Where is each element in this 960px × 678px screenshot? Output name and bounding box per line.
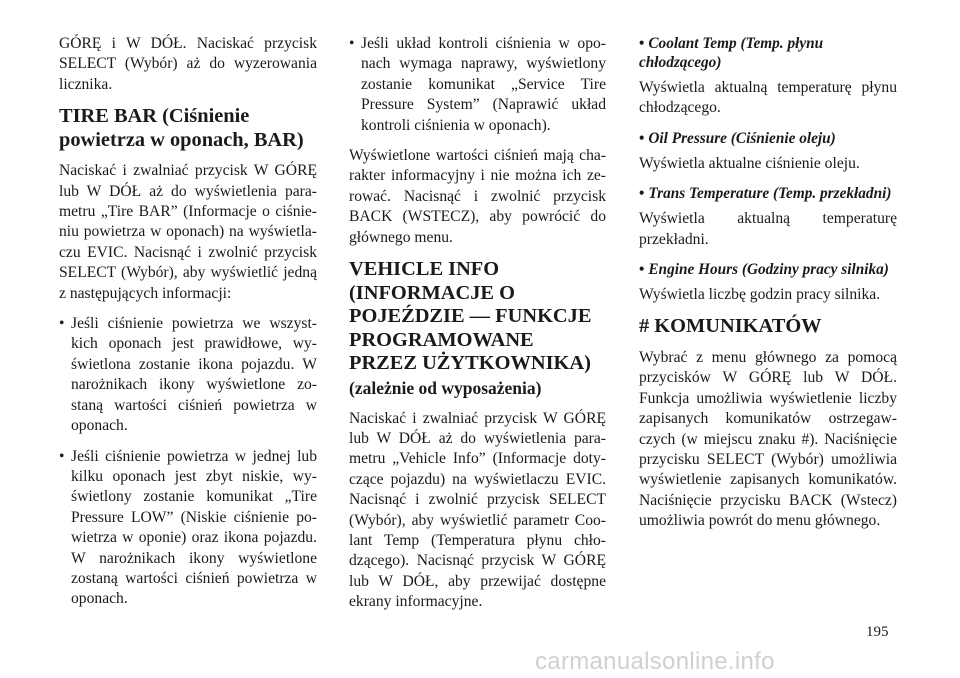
coolant-temp-text: Wyświetla aktualną temperaturę płynu chłodzącego. [639, 79, 897, 117]
tire-bar-list [59, 314, 317, 610]
page-number: 195 [866, 624, 889, 640]
list-item: • Jeśli ciśnienie powietrza we wszyst-kich oponach jest prawidłowe, wy-świetlona zostanie ikona pojazdu. W narożnikach ikony wyświetlone zo-staną wartości ciśnień powietrza w oponach. [59, 314, 317, 436]
intro-paragraph: GÓRĘ i W DÓŁ. Naciskać przycisk SELECT (Wybór) aż do wyzerowania licznika. [59, 35, 317, 93]
engine-hours-text: Wyświetla liczbę godzin pracy silnika. [639, 286, 881, 304]
bullet: • [639, 129, 645, 147]
pressure-note-paragraph: Wyświetlone wartości ciśnień mają cha-rakter informacyjny i nie można ich ze-rować. Nacisnąć i zwolnić przycisk BACK (WSTECZ), aby powrócić do głównego menu. [349, 147, 606, 246]
bullet: • [639, 35, 645, 52]
coolant-temp-label: • Coolant Temp (Temp. płynu chłodzącego) [639, 35, 824, 71]
tire-bar-list-continued [349, 34, 606, 136]
vehicle-info-title: VEHICLE INFO (INFORMACJE O POJEŹDZIE — FUNKCJE PROGRAMOWANE PRZEZ UŻYTKOWNIKA) [349, 258, 592, 375]
column-left [59, 34, 317, 620]
vehicle-info-body: Naciskać i zwalniać przycisk W GÓRĘ lub W DÓŁ aż do wyświetlenia para-metru „Vehicle Info” (Informacje doty-czące pojazdu) na wyświetlaczu EVIC. Nacisnąć i zwolnić przycisk SELECT (Wybór), aby wyświetlić parametr Coo-lant Temp (Temperatura płynu chło-dzącego). Nacisnąć przycisk W GÓRĘ lub W DÓŁ, aby przewijać dostępne ekrany informacyjne. [349, 409, 606, 611]
oil-pressure-text: Wyświetla aktualne ciśnienie oleju. [639, 154, 860, 172]
vehicle-info-subheading: (zależnie od wyposażenia) [349, 377, 542, 398]
watermark: carmanualsonline.info [535, 648, 775, 675]
trans-temp-text: Wyświetla aktualną temperaturę przekładni. [639, 210, 897, 248]
bullet: • [639, 261, 645, 279]
list-item: • Jeśli ciśnienie powietrza w jednej lub kilku oponach jest zbyt niskie, wy-świetlony zostanie komunikat „Tire Pressure LOW” (Niskie ciśnienie po-wietrza w oponie) oraz ikona pojazdu. W narożnikach ikony wyświetlone zostaną wartości ciśnień powietrza w oponach. [59, 447, 317, 610]
column-middle [349, 34, 606, 623]
tire-bar-heading: TIRE BAR (Ciśnienie powietrza w oponach, BAR) [59, 105, 304, 151]
bullet: • [639, 185, 645, 203]
messages-heading: # KOMUNIKATÓW [639, 315, 822, 338]
column-right [639, 34, 897, 542]
messages-body: Wybrać z menu głównego za pomocą przycisków W GÓRĘ lub W DÓŁ. Funkcja umożliwia wyświetlenie liczby zapisanych komunikatów ostrzegaw-czych (w miejscu znaku #). Naciśnięcie przycisku SELECT (Wybór) umożliwia wyświetlenie zapisanych komunikatów. Naciśnięcie przycisku BACK (Wstecz) umożliwia powrót do menu głównego. [639, 348, 897, 530]
tire-bar-body: Naciskać i zwalniać przycisk W GÓRĘ lub W DÓŁ aż do wyświetlenia para-metru „Tire BAR” (Informacje o ciśnie-niu powietrza w oponach) na wyświetla-czu EVIC. Nacisnąć i zwolnić przycisk SELECT (Wybór), aby wyświetlić jedną z następujących informacji: [59, 162, 317, 302]
vehicle-info-heading [349, 258, 606, 400]
engine-hours-label: • Engine Hours (Godziny pracy silnika) [639, 261, 889, 279]
trans-temp-label: • Trans Temperature (Temp. przekładni) [639, 185, 892, 203]
list-item: • Jeśli układ kontroli ciśnienia w opo-nach wymaga naprawy, wyświetlony zostanie komunikat „Service Tire Pressure System” (Naprawić układ kontroli ciśnienia w oponach). [349, 34, 606, 136]
oil-pressure-label: • Oil Pressure (Ciśnienie oleju) [639, 129, 836, 147]
